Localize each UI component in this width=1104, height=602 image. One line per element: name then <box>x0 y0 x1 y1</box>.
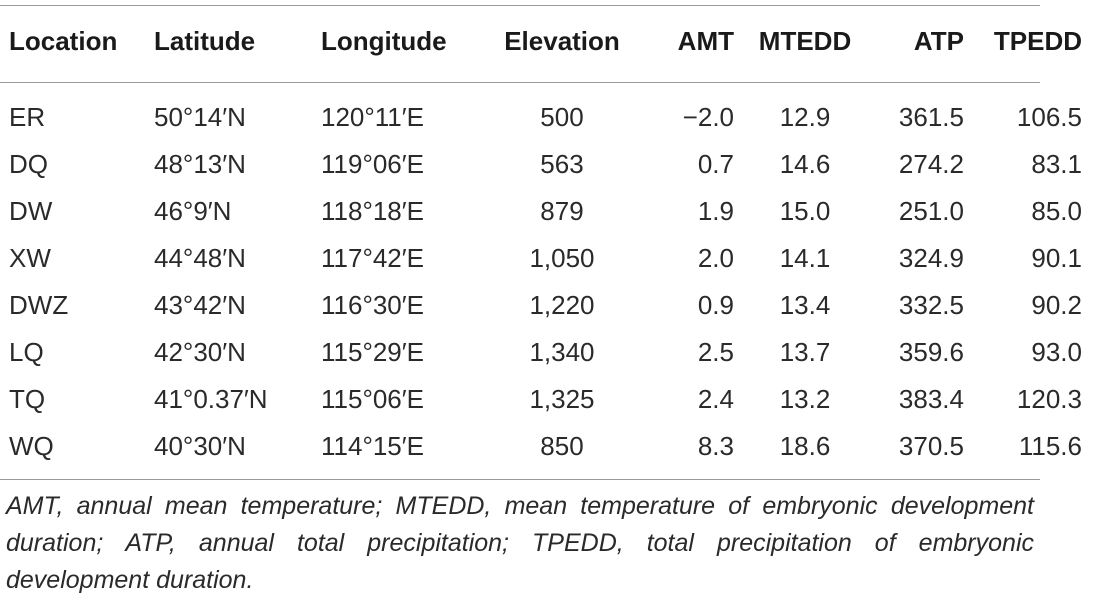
table-row <box>0 82 1104 141</box>
cell-atp: 383.4 <box>898 384 964 414</box>
cell-atp: 359.6 <box>898 337 964 367</box>
cell-tpedd: 120.3 <box>1016 384 1082 414</box>
cell-location: XW <box>9 243 51 273</box>
cell-mtedd: 14.6 <box>779 149 831 179</box>
table-footnote: AMT, annual mean temperature; MTEDD, mean temperature of embryonic development duration; ATP, annual total precipitation; TPEDD, total precipitation of embryonic development duration. <box>6 492 1034 594</box>
cell-latitude: 41°0.37′N <box>154 384 268 414</box>
cell-mtedd: 13.7 <box>779 337 831 367</box>
cell-longitude: 116°30′E <box>321 290 424 320</box>
cell-latitude: 50°14′N <box>154 102 246 132</box>
cell-location: TQ <box>9 384 46 414</box>
cell-mtedd: 12.9 <box>779 102 831 132</box>
cell-amt: 2.4 <box>697 384 734 414</box>
table-row <box>0 376 1104 423</box>
cell-latitude: 42°30′N <box>154 337 246 367</box>
header-longitude: Longitude <box>321 25 447 56</box>
cell-longitude: 114°15′E <box>321 431 424 461</box>
cell-amt: 8.3 <box>697 431 734 461</box>
cell-atp: 324.9 <box>898 243 964 273</box>
table-row <box>0 141 1104 188</box>
cell-amt: −2.0 <box>682 102 734 132</box>
cell-elevation: 850 <box>540 431 584 461</box>
cell-elevation: 1,220 <box>529 290 595 320</box>
header-atp: ATP <box>913 25 964 56</box>
cell-tpedd: 90.1 <box>1031 243 1082 273</box>
cell-longitude: 119°06′E <box>321 149 424 179</box>
cell-elevation: 1,050 <box>529 243 595 273</box>
cell-amt: 2.5 <box>697 337 734 367</box>
header-elevation: Elevation <box>504 25 620 56</box>
table-row <box>0 423 1104 470</box>
cell-tpedd: 106.5 <box>1016 102 1082 132</box>
cell-latitude: 40°30′N <box>154 431 246 461</box>
cell-mtedd: 15.0 <box>779 196 831 226</box>
cell-longitude: 120°11′E <box>321 102 424 132</box>
cell-mtedd: 13.4 <box>779 290 831 320</box>
cell-atp: 361.5 <box>898 102 964 132</box>
cell-elevation: 563 <box>540 149 584 179</box>
cell-tpedd: 83.1 <box>1031 149 1082 179</box>
cell-elevation: 1,325 <box>529 384 595 414</box>
cell-location: LQ <box>9 337 44 367</box>
table-row <box>0 188 1104 235</box>
cell-amt: 0.9 <box>697 290 734 320</box>
cell-atp: 274.2 <box>898 149 964 179</box>
bottom-rule <box>0 479 1040 480</box>
cell-tpedd: 115.6 <box>1018 431 1082 461</box>
cell-elevation: 1,340 <box>529 337 595 367</box>
cell-latitude: 46°9′N <box>154 196 232 226</box>
table-row <box>0 329 1104 376</box>
header-location: Location <box>9 25 118 56</box>
cell-mtedd: 13.2 <box>779 384 831 414</box>
header-amt: AMT <box>677 25 734 56</box>
cell-amt: 0.7 <box>697 149 734 179</box>
header-mtedd: MTEDD <box>758 25 852 56</box>
cell-longitude: 118°18′E <box>321 196 424 226</box>
header-tpedd: TPEDD <box>993 25 1082 56</box>
cell-atp: 370.5 <box>898 431 964 461</box>
cell-location: DWZ <box>9 290 69 320</box>
cell-latitude: 43°42′N <box>154 290 246 320</box>
cell-atp: 251.0 <box>898 196 964 226</box>
cell-tpedd: 85.0 <box>1031 196 1082 226</box>
table-row <box>0 282 1104 329</box>
cell-tpedd: 93.0 <box>1031 337 1082 367</box>
cell-elevation: 500 <box>540 102 584 132</box>
cell-location: DQ <box>9 149 48 179</box>
cell-mtedd: 18.6 <box>779 431 831 461</box>
cell-latitude: 44°48′N <box>154 243 246 273</box>
cell-tpedd: 90.2 <box>1031 290 1082 320</box>
cell-location: ER <box>9 102 46 132</box>
cell-location: WQ <box>9 431 54 461</box>
header-row <box>0 0 1104 82</box>
cell-atp: 332.5 <box>898 290 964 320</box>
cell-longitude: 117°42′E <box>321 243 424 273</box>
header-latitude: Latitude <box>154 25 256 56</box>
cell-longitude: 115°29′E <box>321 337 424 367</box>
table-row <box>0 235 1104 282</box>
cell-longitude: 115°06′E <box>321 384 424 414</box>
cell-latitude: 48°13′N <box>154 149 246 179</box>
cell-amt: 1.9 <box>697 196 734 226</box>
cell-location: DW <box>9 196 53 226</box>
cell-amt: 2.0 <box>697 243 734 273</box>
cell-elevation: 879 <box>540 196 584 226</box>
cell-mtedd: 14.1 <box>779 243 831 273</box>
